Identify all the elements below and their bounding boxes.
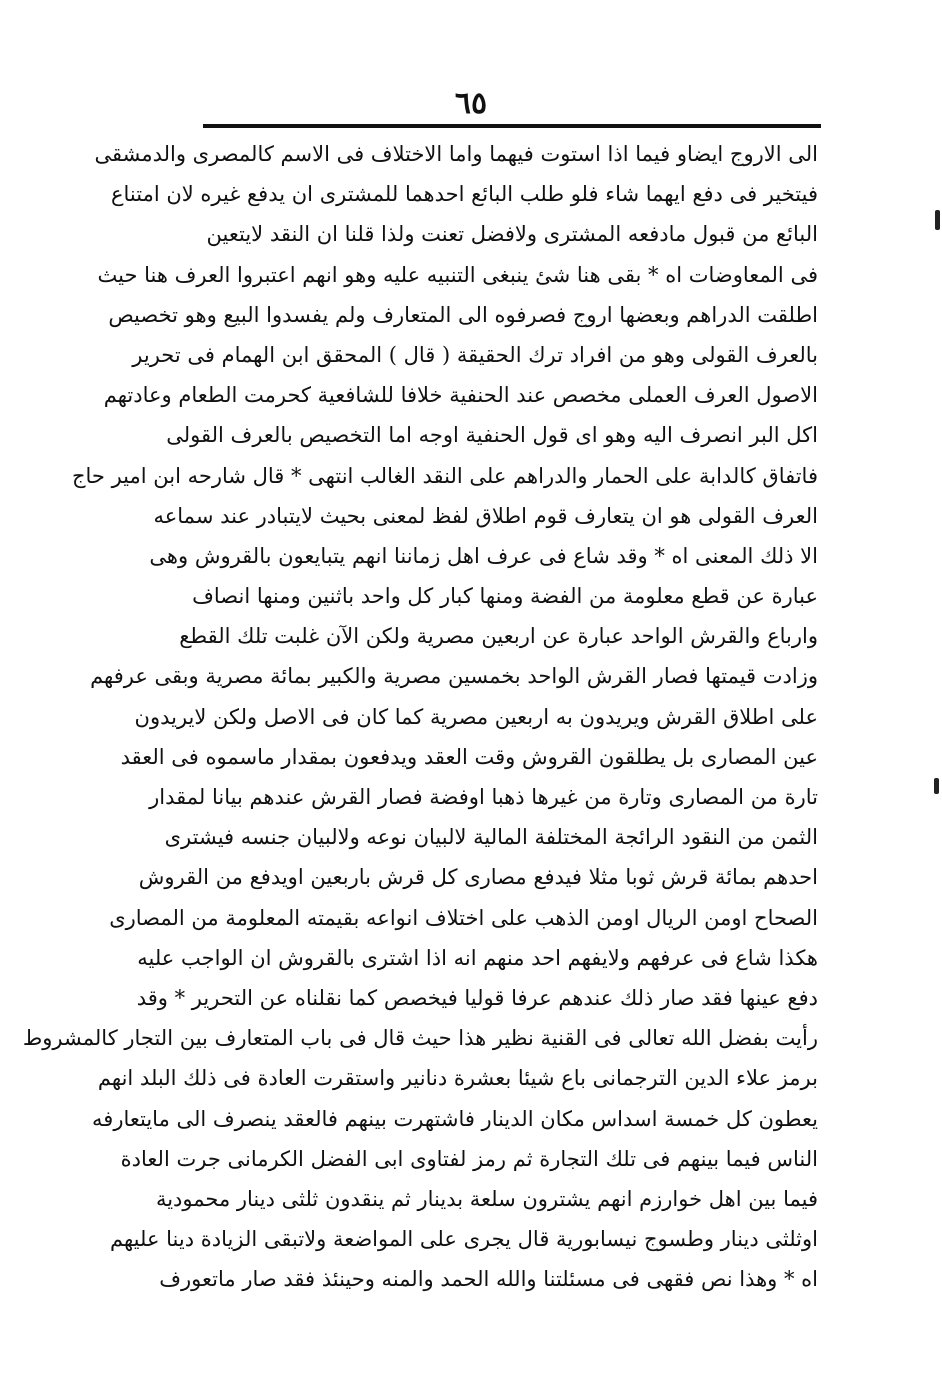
- text-line: اوثلثى دينار وطسوج نيسابورية قال يجرى على المواضعة ولاتبقى الزيادة دينا عليهم: [110, 1227, 818, 1252]
- text-line: العرف القولى هو ان يتعارف قوم اطلاق لفظ لمعنى بحيث لايتبادر عند سماعه: [153, 503, 818, 528]
- scan-mark: [934, 778, 939, 794]
- text-line: الصحاح اومن الريال اومن الذهب على اختلاف انواعه بقيمته المعلومة من المصارى: [109, 905, 818, 930]
- text-line: يعطون كل خمسة اسداس مكان الدينار فاشتهرت بينهم فالعقد ينصرف الى مايتعارفه: [92, 1106, 818, 1131]
- text-line: فيما بين اهل خوارزم انهم يشترون سلعة بدينار ثم ينقدون ثلثى دينار محمودية: [155, 1186, 818, 1211]
- text-line: رأيت بفضل الله تعالى فى القنية نظير هذا حيث قال فى باب المتعارف بين التجار كالمشروط: [22, 1026, 818, 1051]
- text-line: عبارة عن قطع معلومة من الفضة ومنها كبار كل واحد باثنين ومنها انصاف: [192, 584, 818, 609]
- text-line: الا ذلك المعنى اه * وقد شاع فى عرف اهل زماننا انهم يتبايعون بالقروش وهى: [149, 543, 818, 568]
- text-line: وارباع والقرش الواحد عبارة عن اربعين مصرية ولكن الآن غلبت تلك القطع: [179, 624, 818, 649]
- text-line: دفع عينها فقد صار ذلك عندهم عرفا قوليا فيخصص كما نقلناه عن التحرير * وقد: [136, 985, 818, 1010]
- text-line: برمز علاء الدين الترجمانى باع شيئا بعشرة دنانير واستقرت العادة فى ذلك البلد انهم: [97, 1066, 818, 1091]
- text-line: تارة من المصارى وتارة من غيرها ذهبا اوفضة فصار القرش عندهم بيانا لمقدار: [149, 785, 818, 809]
- text-line: فى المعاوضات اه * بقى هنا شئ ينبغى التنبيه عليه وهو انهم اعتبروا العرف هنا حيث: [97, 262, 818, 287]
- text-line: احدهم بمائة قرش ثوبا مثلا فيدفع مصارى كل قرش باربعين اويدفع من القروش: [138, 865, 818, 890]
- text-line: البائع من قبول مادفعه المشترى ولافضل تعنت ولذا قلنا ان النقد لايتعين: [206, 222, 818, 247]
- text-line: فيتخير فى دفع ايهما شاء فلو طلب البائع احدهما للمشترى ان يدفع غيره لان امتناع: [110, 182, 818, 207]
- text-line: الناس فيما بينهم فى تلك التجارة ثم رمز لفتاوى ابى الفضل الكرمانى جرت العادة: [120, 1146, 818, 1171]
- text-line: الى الاروج ايضاو فيما اذا استوت فيهما واما الاختلاف فى الاسم كالمصرى والدمشقى: [94, 142, 818, 166]
- text-line: الثمن من النقود الرائجة المختلفة المالية لالبيان نوعه ولالبيان جنسه فيشترى: [164, 825, 818, 850]
- text-line: بالعرف القولى وهو من افراد ترك الحقيقة ( قال ) المحقق ابن الهمام فى تحرير: [132, 342, 818, 367]
- text-line: الاصول العرف العملى مخصص عند الحنفية خلافا للشافعية كحرمت الطعام وعادتهم: [103, 383, 818, 408]
- page-number: ٦٥: [454, 86, 488, 121]
- text-line: على اطلاق القرش ويريدون به اربعين مصرية كما كان فى الاصل ولكن لايريدون: [134, 704, 818, 729]
- text-line: فاتفاق كالدابة على الحمار والدراهم على النقد الغالب انتهى * قال شارحه ابن امير حاج: [71, 463, 818, 488]
- page-body: [22, 134, 818, 1299]
- text-line: اطلقت الدراهم وبعضها اروج فصرفوه الى المتعارف ولم يفسدوا البيع وهو تخصيص: [108, 302, 818, 327]
- text-line: هكذا شاع فى عرفهم ولايفهم احد منهم انه اذا اشترى بالقروش ان الواجب عليه: [137, 945, 818, 970]
- text-line: وزادت قيمتها فصار القرش الواحد بخمسين مصرية والكبير بمائة مصرية وبقى عرفهم: [90, 664, 818, 689]
- scan-mark: [935, 210, 940, 230]
- text-line: عين المصارى بل يطلقون القروش وقت العقد ويدفعون بمقدار ماسموه فى العقد: [120, 744, 818, 769]
- text-line: اه * وهذا نص فقهى فى مسئلتنا والله الحمد والمنه وحينئذ فقد صار ماتعورف: [159, 1267, 818, 1292]
- text-line: اكل البر انصرف اليه وهو اى قول الحنفية اوجه اما التخصيص بالعرف القولى: [166, 423, 818, 448]
- header-rule: [203, 124, 821, 128]
